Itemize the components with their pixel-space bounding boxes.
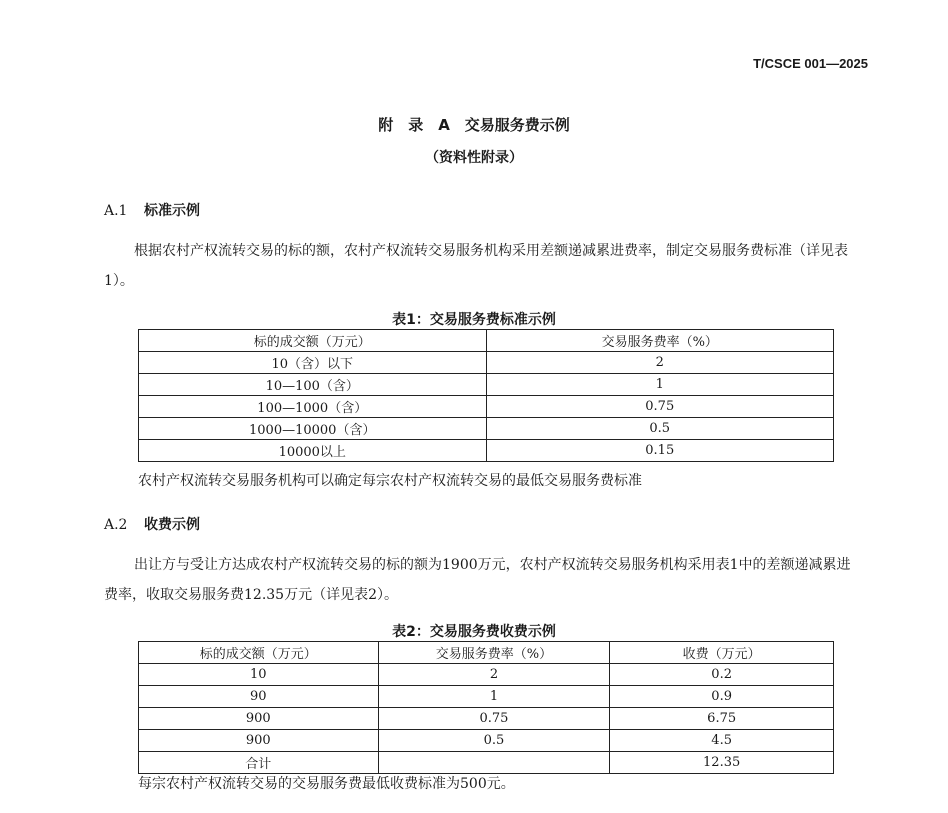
appendix-subtitle: （资料性附录） [425,150,523,166]
table-cell: 100—1000（含） [139,396,487,418]
appendix-title: 附 录 A 交易服务费示例 [378,116,570,134]
table-row [139,686,834,708]
section-a2-heading [104,514,200,534]
section-a1-number: A.1 [104,203,128,219]
table-row [139,708,834,730]
table1-header-cell: 交易服务费率（%） [486,330,834,352]
table-row [139,396,834,418]
table2-header-cell: 收费（万元） [610,642,834,664]
table2-header-row [139,642,834,664]
document-code: T/CSCE 001—2025 [753,56,868,71]
table-row [139,352,834,374]
table-cell: 10000以上 [139,440,487,462]
table-row [139,752,834,774]
table-cell: 0.15 [486,440,834,462]
table1-note: 农村产权流转交易服务机构可以确定每宗农村产权流转交易的最低交易服务费标准 [138,473,642,489]
table2-note: 每宗农村产权流转交易的交易服务费最低收费标准为500元。 [138,776,515,792]
table-cell: 90 [139,686,379,708]
table2 [138,641,834,774]
table-cell: 0.2 [610,664,834,686]
table-cell [378,752,610,774]
table-cell: 2 [378,664,610,686]
table-cell: 0.75 [378,708,610,730]
section-a2-paragraph: 出让方与受让方达成农村产权流转交易的标的额为1900万元，农村产权流转交易服务机构采用表1中的差额递减累进费率，收取交易服务费12.35万元（详见表2）。 [104,557,851,603]
table-row [139,730,834,752]
table-cell: 0.5 [378,730,610,752]
table2-header-cell: 交易服务费率（%） [378,642,610,664]
table-cell: 10 [139,664,379,686]
table-cell: 0.5 [486,418,834,440]
table-row [139,418,834,440]
table-row [139,664,834,686]
table-cell: 4.5 [610,730,834,752]
table-cell: 6.75 [610,708,834,730]
table2-header-cell: 标的成交额（万元） [139,642,379,664]
table-cell: 1 [378,686,610,708]
section-a1-title: 标准示例 [144,203,200,219]
table1-caption: 表1：交易服务费标准示例 [392,312,556,328]
section-a1-paragraph: 根据农村产权流转交易的标的额，农村产权流转交易服务机构采用差额递减累进费率，制定交易服务费标准（详见表1）。 [104,243,848,289]
table-cell: 12.35 [610,752,834,774]
table-cell: 0.75 [486,396,834,418]
table1-header-cell: 标的成交额（万元） [139,330,487,352]
table2-caption: 表2：交易服务费收费示例 [392,624,556,640]
section-a1-heading [104,200,200,220]
table-cell: 0.9 [610,686,834,708]
table-cell: 10—100（含） [139,374,487,396]
table-cell: 1 [486,374,834,396]
table-cell: 10（含）以下 [139,352,487,374]
section-a2-title: 收费示例 [144,517,200,533]
table-cell: 1000—10000（含） [139,418,487,440]
table-cell: 2 [486,352,834,374]
section-a2-number: A.2 [104,517,128,533]
table1 [138,329,834,462]
table-cell: 900 [139,730,379,752]
table1-header-row [139,330,834,352]
table-row [139,440,834,462]
table-cell: 合计 [139,752,379,774]
table-row [139,374,834,396]
table-cell: 900 [139,708,379,730]
